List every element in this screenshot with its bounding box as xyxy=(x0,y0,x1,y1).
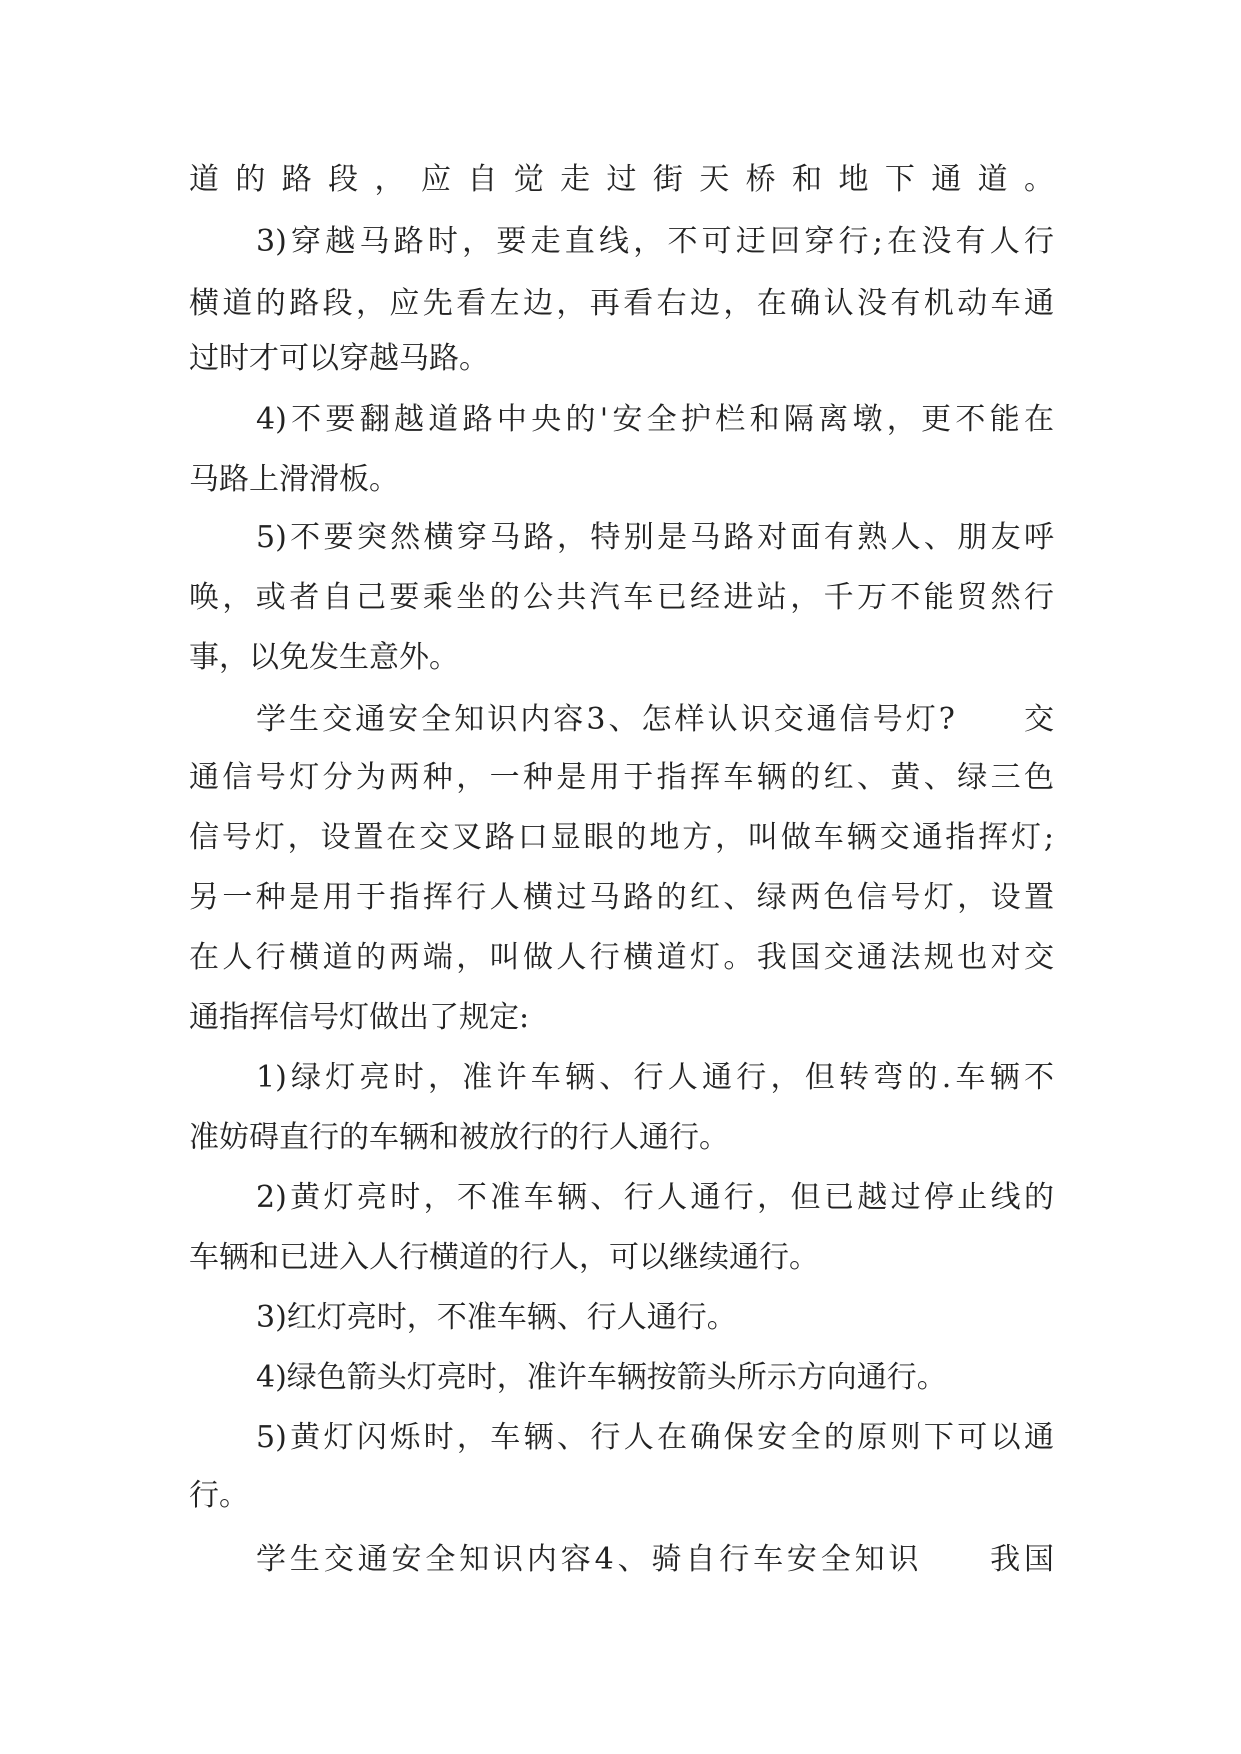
text-line: 准妨碍直行的车辆和被放行的行人通行。 xyxy=(189,1120,729,1155)
text-line: 2)黄灯亮时，不准车辆、行人通行，但已越过停止线的 xyxy=(256,1180,1054,1215)
text-line: 5)不要突然横穿马路，特别是马路对面有熟人、朋友呼 xyxy=(256,520,1054,555)
text-line: 通指挥信号灯做出了规定: xyxy=(189,1000,530,1035)
text-line: 通信号灯分为两种，一种是用于指挥车辆的红、黄、绿三色 xyxy=(189,760,1054,795)
text-line: 行。 xyxy=(189,1478,249,1513)
text-line: 1)绿灯亮时，准许车辆、行人通行，但转弯的.车辆不 xyxy=(256,1060,1054,1095)
text-line: 4)不要翻越道路中央的'安全护栏和隔离墩，更不能在 xyxy=(256,402,1054,437)
text-line: 车辆和已进入人行横道的行人，可以继续通行。 xyxy=(189,1240,819,1275)
text-line: 学生交通安全知识内容4、骑自行车安全知识 我国 xyxy=(256,1542,1054,1577)
text-line: 横道的路段，应先看左边，再看右边，在确认没有机动车通 xyxy=(189,286,1054,321)
text-line: 道的路段，应自觉走过街天桥和地下通道。 xyxy=(189,162,1054,197)
text-line: 过时才可以穿越马路。 xyxy=(189,341,489,376)
text-line: 3)穿越马路时，要走直线，不可迂回穿行;在没有人行 xyxy=(256,224,1054,259)
text-line: 事，以免发生意外。 xyxy=(189,640,459,675)
text-line: 在人行横道的两端，叫做人行横道灯。我国交通法规也对交 xyxy=(189,940,1054,975)
text-line: 马路上滑滑板。 xyxy=(189,462,399,497)
text-line: 唤，或者自己要乘坐的公共汽车已经进站，千万不能贸然行 xyxy=(189,580,1054,615)
text-line: 学生交通安全知识内容3、怎样认识交通信号灯? 交 xyxy=(256,702,1054,737)
text-line: 另一种是用于指挥行人横过马路的红、绿两色信号灯，设置 xyxy=(189,880,1054,915)
text-line: 5)黄灯闪烁时，车辆、行人在确保安全的原则下可以通 xyxy=(256,1420,1054,1455)
text-line: 3)红灯亮时，不准车辆、行人通行。 xyxy=(256,1300,737,1335)
text-line: 信号灯，设置在交叉路口显眼的地方，叫做车辆交通指挥灯; xyxy=(189,820,1054,855)
text-line: 4)绿色箭头灯亮时，准许车辆按箭头所示方向通行。 xyxy=(256,1360,947,1395)
